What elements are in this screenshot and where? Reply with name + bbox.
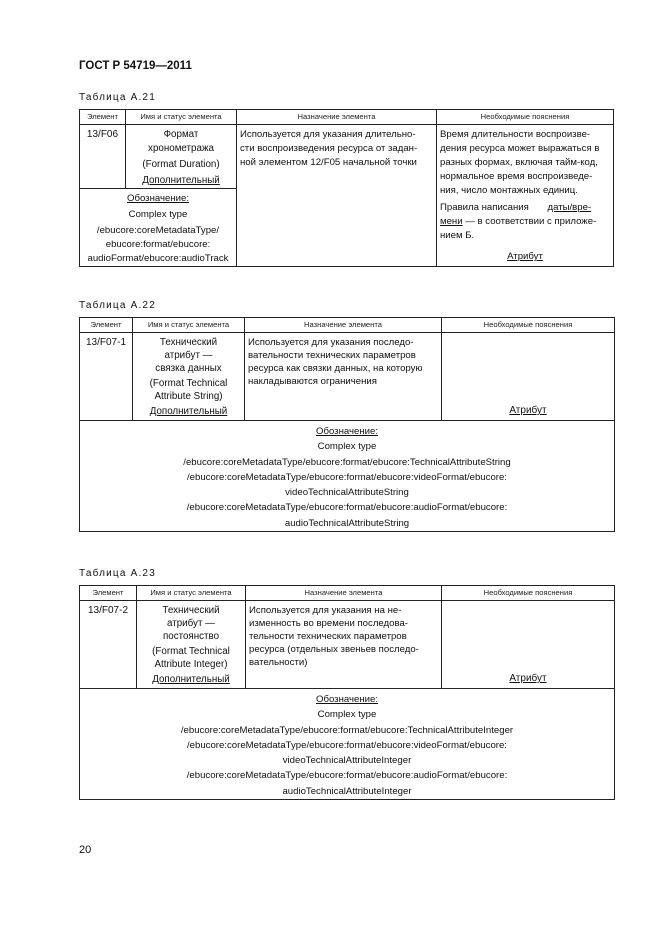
designation: Обозначение: Complex type /ebucore:coreMetadataType/ebucore:format/ebucore:TechnicalAttributeString /ebucore:coreMetadataType/ebucore:format/ebucore:videoFormat/ebucore: videoTechnicalAttributeString /ebucore:coreMetadataType/ebucore:format/ebucore:audioFormat/ebucore: audioTechnicalAttributeString <box>80 421 615 532</box>
table-a21 <box>79 109 614 267</box>
standard-number: ГОСТ Р 54719—2011 <box>79 60 192 72</box>
element-name: Технический атрибут — постоянство (Format Technical Attribute Integer) Дополнительный <box>137 601 246 689</box>
table-caption-a23: Таблица А.23 <box>79 568 156 579</box>
table-a22 <box>79 317 615 532</box>
header-name-status: Имя и статус элемента <box>133 318 245 333</box>
element-name: Технический атрибут — связка данных (Format Technical Attribute String) Дополнительный <box>133 333 245 421</box>
header-notes: Необходимые пояснения <box>437 110 614 125</box>
date-time-link: даты/вре- <box>547 202 592 213</box>
element-notes <box>442 601 615 689</box>
attribute-label: Атрибут <box>509 673 547 684</box>
element-status: Дополнительный <box>142 175 220 186</box>
header-notes: Необходимые пояснения <box>442 586 615 601</box>
element-id: 13/F07-1 <box>80 333 133 421</box>
page-number: 20 <box>79 844 92 856</box>
element-id: 13/F07-2 <box>80 601 137 689</box>
element-id: 13/F06 <box>80 125 126 189</box>
attribute-label: Атрибут <box>507 251 543 262</box>
element-notes <box>442 333 615 421</box>
table-caption-a22: Таблица А.22 <box>79 300 156 311</box>
element-purpose: Используется для указания последо- вательности технических параметров ресурса как связки данных, на которую накладываются ограничения <box>245 333 442 421</box>
header-name-status: Имя и статус элемента <box>126 110 237 125</box>
header-purpose: Назначение элемента <box>245 318 442 333</box>
element-notes: Время длительности воспроизве- дения ресурса может выражаться в разных формах, включая тайм-код, нормальное время воспроизведе- ния, число монтажных единиц. Правила написания даты/вре- мени — в соответствии с приложе- нием Б. Атрибут <box>437 125 614 267</box>
element-status: Дополнительный <box>149 406 228 417</box>
header-name-status: Имя и статус элемента <box>137 586 246 601</box>
attribute-label: Атрибут <box>509 405 547 416</box>
element-purpose: Используется для указания на не- изменность во времени последова- тельности технических параметров ресурса (отдельных звеньев последо- вательности) <box>246 601 442 689</box>
designation: Обозначение: Complex type /ebucore:coreMetadataType/ebucore:format/ebucore:TechnicalAttributeInteger /ebucore:coreMetadataType/ebucore:format/ebucore:videoFormat/ebucore: videoTechnicalAttributeInteger /ebucore:coreMetadataType/ebucore:format/ebucore:audioFormat/ebucore: audioTechnicalAttributeInteger <box>80 689 615 800</box>
table-caption-a21: Таблица А.21 <box>79 92 156 103</box>
header-element: Элемент <box>80 110 126 125</box>
designation: Обозначение: Complex type /ebucore:coreMetadataType/ ebucore:format/ebucore: audioFormat/ebucore:audioTrack <box>80 189 237 267</box>
header-notes: Необходимые пояснения <box>442 318 615 333</box>
header-purpose: Назначение элемента <box>237 110 437 125</box>
header-purpose: Назначение элемента <box>246 586 442 601</box>
element-status: Дополнительный <box>152 674 230 685</box>
header-element: Элемент <box>80 318 133 333</box>
element-purpose: Используется для указания длительно- сти воспроизведения ресурса от задан- ной элементом 12/F05 начальной точки <box>237 125 437 267</box>
table-a23 <box>79 585 615 800</box>
header-element: Элемент <box>80 586 137 601</box>
element-name: Формат хронометража (Format Duration) Дополнительный <box>126 125 237 189</box>
